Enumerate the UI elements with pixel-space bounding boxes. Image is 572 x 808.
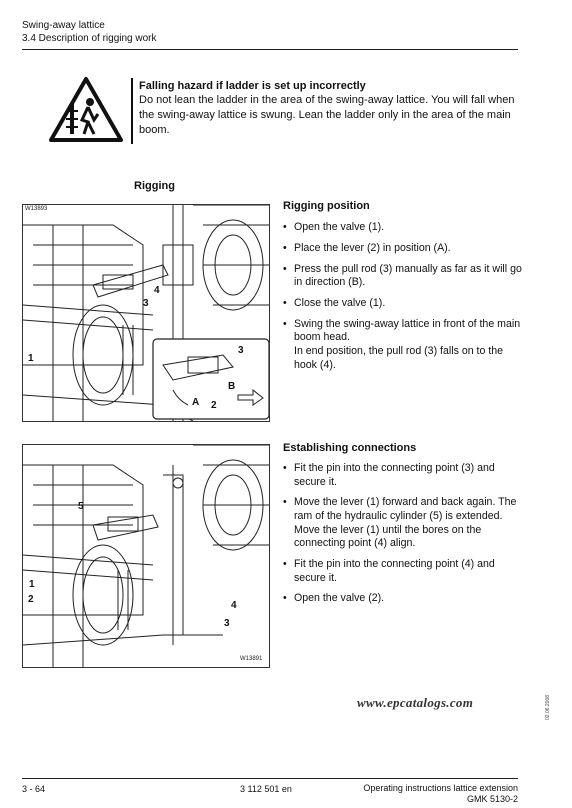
- warning-title: Falling hazard if ladder is set up incorrectly: [139, 80, 366, 92]
- list-item: • Fit the pin into the connecting point (4) and secure it.: [283, 558, 523, 585]
- warning-triangle-icon: [48, 76, 124, 144]
- rigging-position-steps: [283, 221, 523, 379]
- callout-a: A: [192, 397, 200, 408]
- list-item-continuation: [283, 345, 523, 372]
- header-section: 3.4 Description of rigging work: [22, 33, 157, 44]
- callout-2: 2: [211, 400, 217, 411]
- header-title: Swing-away lattice: [22, 20, 105, 31]
- establishing-title: Establishing connections: [283, 442, 417, 454]
- list-item-continuation-text: In end position, the pull rod (3) falls on to the hook (4).: [294, 344, 504, 371]
- callout-3-inset: 3: [238, 345, 244, 356]
- callout-1: 1: [28, 353, 34, 364]
- figure-establishing-drawing: [23, 445, 269, 667]
- list-item: • Open the valve (2).: [283, 592, 523, 606]
- callout-5: 5: [78, 501, 84, 512]
- callout-1: 1: [29, 579, 35, 590]
- rigging-position-title: Rigging position: [283, 200, 370, 212]
- callout-2: 2: [28, 594, 34, 605]
- figure-1-id: W13893: [25, 206, 48, 212]
- callout-3: 3: [224, 618, 230, 629]
- side-date: 02.06.2008: [545, 694, 551, 720]
- list-item: • Close the valve (1).: [283, 297, 523, 311]
- rigging-heading: Rigging: [134, 180, 175, 192]
- list-item: • Open the valve (1).: [283, 221, 523, 235]
- footer-rule: [22, 778, 518, 779]
- callout-4: 4: [154, 285, 160, 296]
- footer-doc: 3 112 501 en: [240, 784, 292, 794]
- footer-manual: Operating instructions lattice extension: [363, 783, 518, 793]
- establishing-steps: [283, 462, 523, 613]
- figure-2-id: W13891: [240, 656, 263, 662]
- callout-4: 4: [231, 600, 237, 611]
- list-item: • Swing the swing-away lattice in front of the main boom head.: [283, 318, 523, 345]
- list-item: • Press the pull rod (3) manually as far as it will go in direction (B).: [283, 263, 523, 290]
- list-item: • Place the lever (2) in position (A).: [283, 242, 523, 256]
- figure-establishing-connections: [22, 444, 270, 668]
- figure-rigging-position: [22, 204, 270, 422]
- watermark: www.epcatalogs.com: [357, 695, 474, 710]
- list-item: • Fit the pin into the connecting point (3) and secure it.: [283, 462, 523, 489]
- header-rule: [22, 49, 518, 50]
- callout-3: 3: [143, 298, 149, 309]
- footer-page: 3 - 64: [22, 784, 46, 794]
- callout-b: B: [228, 381, 236, 392]
- footer-model: GMK 5130-2: [466, 794, 518, 804]
- warning-bar: [131, 78, 133, 144]
- warning-text: Do not lean the ladder in the area of the swing-away lattice. You will fall when the swing-away lattice is swung. Lean the ladder only in the area of the main boom.: [139, 94, 515, 136]
- list-item: • Move the lever (1) forward and back again. The ram of the hydraulic cylinder (5) is extended. Move the lever (1) until the bores on the connecting point (4) align.: [283, 496, 523, 550]
